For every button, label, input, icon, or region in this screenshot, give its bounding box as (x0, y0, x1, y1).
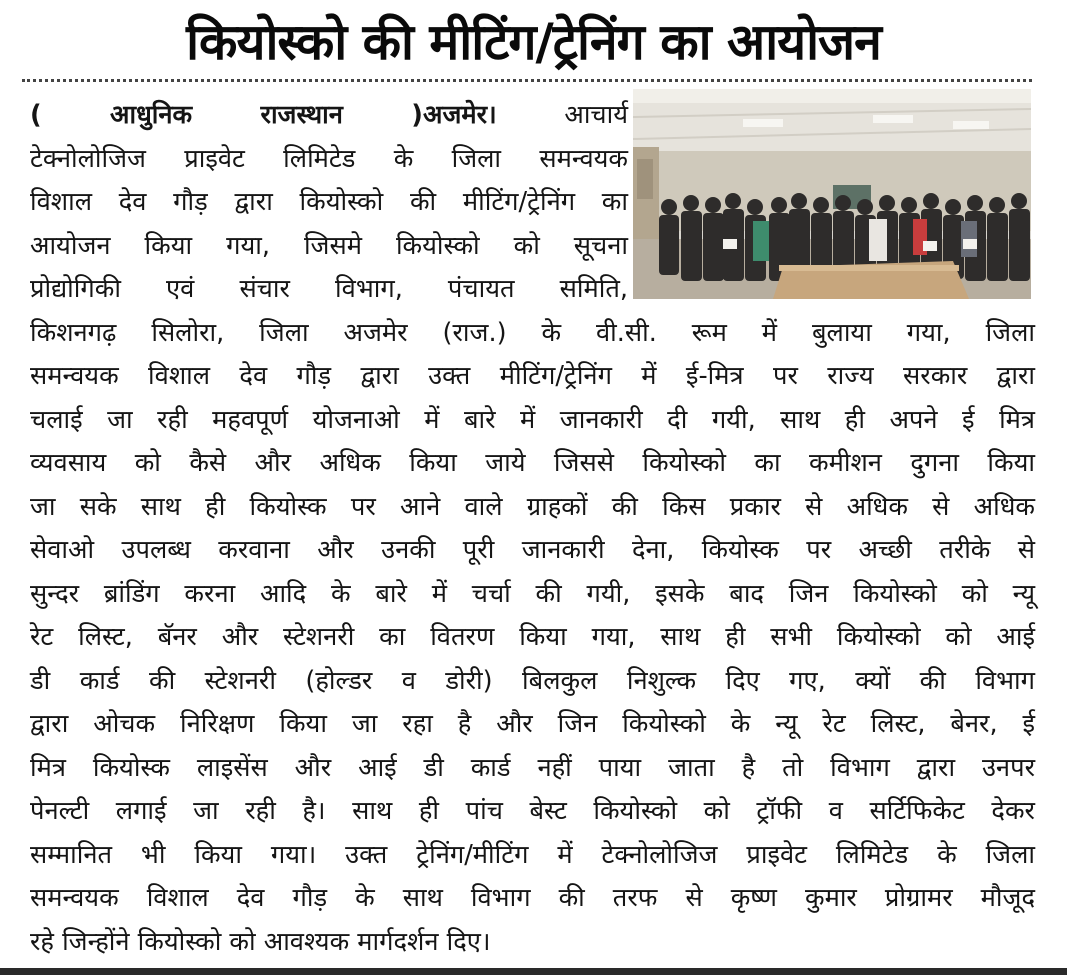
article-line: सम्मानित भी किया गया। उक्त ट्रेनिंग/मीटिंग में टेक्नोलोजिज प्राइवेट लिमिटेड के जिला (30, 839, 1035, 870)
article-line (30, 94, 628, 138)
article-line: व्यवसाय को कैसे और अधिक किया जाये जिससे कियोस्को का कमीशन दुगना किया (30, 448, 1035, 478)
article-body (30, 94, 1035, 964)
article-line: समन्वयक विशाल देव गौड़ के साथ विभाग की तरफ से कृष्ण कुमार प्रोग्रामर मौजूद (30, 883, 1035, 913)
article-line: समन्वयक विशाल देव गौड़ द्वारा उक्त मीटिंग/ट्रेनिंग में ई-मित्र पर राज्य सरकार द्वारा (30, 361, 1035, 391)
article-line: जा सके साथ ही कियोस्क पर आने वाले ग्राहकों की किस प्रकार से अधिक से अधिक (30, 491, 1035, 522)
article-line: रेट लिस्ट, बॅनर और स्टेशनरी का वितरण किया गया, साथ ही सभी कियोस्को को आई (30, 622, 1035, 652)
article-line: डी कार्ड की स्टेशनरी (होल्डर व डोरी) बिलकुल निशुल्क दिए गए, क्यों की विभाग (30, 665, 1035, 696)
article-line: रहे जिन्होंने कियोस्को को आवश्यक मार्गदर्शन दिए। (30, 926, 491, 957)
article-line: पेनल्टी लगाई जा रही है। साथ ही पांच बेस्ट कियोस्को को ट्रॉफी व सर्टिफिकेट देकर (30, 796, 1035, 826)
article-line-text: आचार्य (564, 100, 628, 130)
article-line: प्रोद्योगिकी एवं संचार विभाग, पंचायत समिति, (30, 274, 628, 304)
article-line: सेवाओ उपलब्ध करवाना और उनकी पूरी जानकारी देना, कियोस्क पर अच्छी तरीके से (30, 535, 1035, 565)
headline-divider (22, 79, 1032, 82)
article-line: सुन्दर ब्रांडिंग करना आदि के बारे में चर्चा की गयी, इसके बाद जिन कियोस्को को न्यू (30, 578, 1035, 609)
article-line: चलाई जा रही महवपूर्ण योजनाओ में बारे में जानकारी दी गयी, साथ ही अपने ई मित्र (30, 404, 1035, 435)
bottom-border (0, 968, 1067, 975)
article-line: टेक्नोलोजिज प्राइवेट लिमिटेड के जिला समन्वयक (30, 143, 628, 174)
dateline: ( आधुनिक राजस्थान )अजमेर। (30, 100, 497, 130)
article-line: द्वारा ओचक निरिक्षण किया जा रहा है और जिन कियोस्को के न्यू रेट लिस्ट, बेनर, ई (30, 709, 1035, 739)
headline: कियोस्को की मीटिंग/ट्रेनिंग का आयोजन (186, 13, 881, 71)
article-line: आयोजन किया गया, जिसमे कियोस्को को सूचना (30, 230, 628, 261)
article-line: मित्र कियोस्क लाइसेंस और आई डी कार्ड नहीं पाया जाता है तो विभाग द्वारा उनपर (30, 752, 1035, 783)
article-line: किशनगढ़ सिलोरा, जिला अजमेर (राज.) के वी.सी. रूम में बुलाया गया, जिला (30, 317, 1035, 348)
article-line: विशाल देव गौड़ द्वारा कियोस्को की मीटिंग/ट्रेनिंग का (30, 187, 628, 217)
